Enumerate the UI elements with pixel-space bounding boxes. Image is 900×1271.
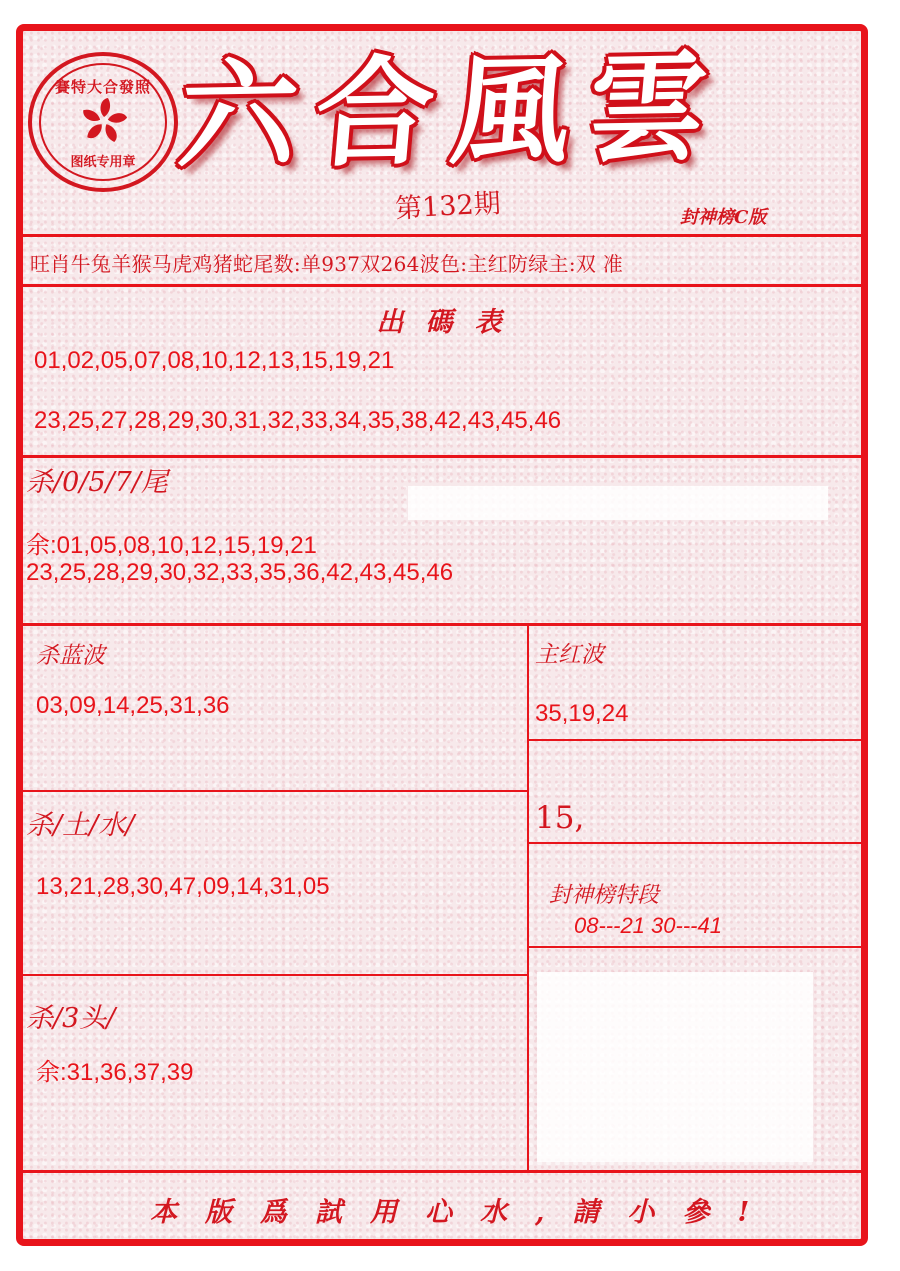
issue-number: 第132期	[394, 188, 502, 225]
divider	[529, 739, 863, 741]
divider	[23, 790, 527, 792]
kill-tail-label: 杀/0/5/7/尾	[26, 467, 168, 498]
draw-table-row-1: 01,02,05,07,08,10,12,13,15,19,21	[34, 347, 395, 374]
kill-blue-label: 杀蓝波	[36, 643, 105, 669]
seal-stamp	[28, 52, 178, 192]
edition-label: 封神榜C版	[680, 207, 767, 228]
seal-subtitle: 图纸专用章	[70, 155, 136, 170]
divider	[529, 842, 863, 844]
column-divider	[527, 626, 529, 1171]
zodiac-line: 旺肖牛兔羊猴马虎鸡猪蛇尾数:单937双264波色:主红防绿主:双 准	[30, 252, 624, 276]
divider	[529, 946, 863, 948]
kill-elements-label: 杀/土/水/	[26, 810, 135, 841]
divider	[23, 623, 863, 626]
single-number: 15,	[535, 800, 585, 836]
blank-bar	[408, 486, 828, 520]
seal-ring-text: 賽特大合發照	[54, 78, 151, 96]
kill-head-label: 杀/3头/	[26, 1003, 116, 1034]
special-label: 封神榜特段	[549, 883, 660, 908]
divider	[23, 974, 527, 976]
bauhinia-flower-icon	[79, 96, 129, 146]
draw-table-row-2: 23,25,27,28,29,30,31,32,33,34,35,38,42,43,45,46	[34, 407, 562, 434]
divider	[23, 455, 863, 458]
divider	[23, 284, 863, 287]
divider	[23, 1170, 863, 1173]
kill-blue-numbers: 03,09,14,25,31,36	[36, 692, 230, 719]
divider	[23, 234, 863, 237]
blank-box	[537, 972, 813, 1162]
kill-tail-row-1: 余:01,05,08,10,12,15,19,21	[26, 532, 317, 559]
kill-elements-numbers: 13,21,28,30,47,09,14,31,05	[36, 873, 330, 900]
main-red-label: 主红波	[535, 642, 604, 668]
logo-title: 六合風雲	[173, 37, 731, 186]
kill-tail-row-2: 23,25,28,29,30,32,33,35,36,42,43,45,46	[26, 559, 454, 586]
kill-head-numbers: 余:31,36,37,39	[36, 1059, 194, 1086]
draw-table-title: 出碼表	[376, 307, 524, 338]
footer-note: 本版爲試用心水,請小參!	[150, 1197, 778, 1228]
special-value: 08---21 30---41	[574, 913, 722, 938]
main-red-numbers: 35,19,24	[535, 700, 629, 727]
